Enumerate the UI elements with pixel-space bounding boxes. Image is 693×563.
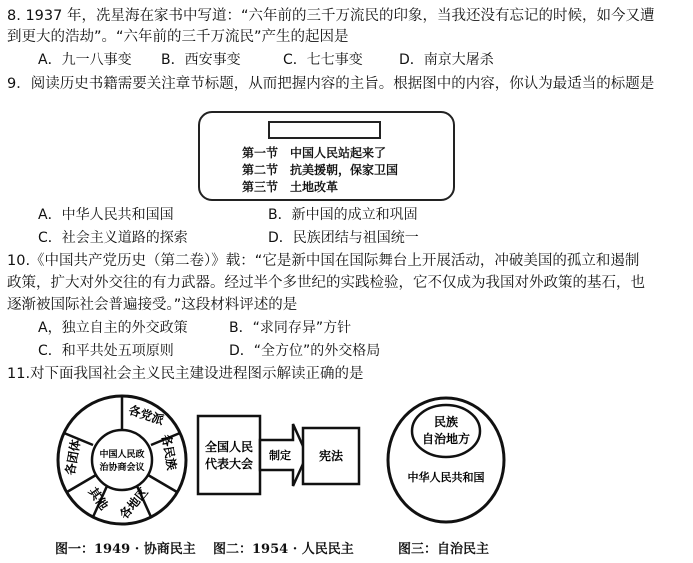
q10-stem-line1: 10.《中国共产党历史（第二卷）》载：“它是新中国在国际舞台上开展活动，冲破美国的孤立和遏制 — [7, 253, 640, 269]
q9-section-2: 第二节 抗美援朝，保家卫国 — [242, 163, 399, 177]
fig1-segment-ethnic: 各民族 — [158, 433, 179, 472]
q9-stem-line1: 9．阅读历史书籍需要关注章节标题，从而把握内容的主旨。根据图中的内容，你认为最适当的标题是 — [7, 76, 655, 92]
q10-stem-line3: 逐渐被国际社会普遍接受。”这段材料评述的是 — [7, 297, 298, 313]
fig3-inner-line1: 民族 — [433, 415, 459, 429]
fig2-npc-constitution-diagram — [195, 406, 365, 506]
fig1-segment-groups: 各团体 — [63, 438, 84, 477]
fig2-npc-line2: 代表大会 — [204, 457, 254, 471]
q9-section-1: 第一节 中国人民站起来了 — [242, 146, 387, 160]
q9-option-c[interactable]: C．社会主义道路的探索 — [38, 230, 188, 246]
q9-section-3: 第三节 土地改革 — [242, 180, 339, 194]
q8-option-c[interactable]: C．七七事变 — [283, 52, 363, 68]
q8-stem-line1: 8. 1937 年，冼星海在家书中写道：“六年前的三千万流民的印象，当我还没有忘记的时候，如今又遭 — [7, 8, 655, 24]
fig1-cppcc-diagram — [55, 393, 189, 527]
q10-option-d[interactable]: D．“全方位”的外交格局 — [229, 343, 381, 359]
fig3-caption: 图三：自治民主 — [398, 542, 490, 557]
q8-option-a[interactable]: A．九一八事变 — [38, 52, 132, 68]
fig1-center-line1: 中国人民政 — [99, 450, 145, 460]
q10-option-c[interactable]: C．和平共处五项原则 — [38, 343, 174, 359]
fig1-center-line2: 治协商会议 — [99, 463, 145, 473]
q10-stem-line2: 政策，扩大对外交往的有力武器。经过半个多世纪的实践检验，它不仅成为我国对外政策的基石，也 — [7, 275, 645, 291]
q9-option-d[interactable]: D．民族团结与祖国统一 — [268, 230, 419, 246]
q8-stem-line2: 到更大的浩劫”。“六年前的三千万流民”产生的起因是 — [7, 29, 349, 45]
q9-option-a[interactable]: A．中华人民共和国国 — [38, 207, 174, 223]
q9-title-blank — [268, 121, 381, 139]
q11-stem-line1: 11.对下面我国社会主义民主建设进程图示解读正确的是 — [7, 366, 364, 382]
q8-option-b[interactable]: B．西安事变 — [161, 52, 241, 68]
q9-option-b[interactable]: B．新中国的成立和巩固 — [268, 207, 418, 223]
q10-option-b[interactable]: B．“求同存异”方针 — [229, 320, 352, 336]
fig1-segment-parties: 各党派 — [126, 402, 166, 428]
fig2-caption: 图二：1954 · 人民民主 — [213, 542, 354, 557]
fig2-arrow-label: 制定 — [269, 449, 291, 462]
q8-option-d[interactable]: D．南京大屠杀 — [399, 52, 494, 68]
fig1-segment-other: 其他 — [85, 484, 111, 513]
fig3-outer-label: 中华人民共和国 — [407, 471, 485, 484]
fig1-segment-regions: 各地区 — [116, 485, 151, 522]
fig2-npc-line1: 全国人民 — [204, 440, 254, 454]
q10-option-a[interactable]: A，独立自主的外交政策 — [38, 320, 188, 336]
fig2-constitution: 宪法 — [318, 449, 344, 463]
fig1-caption: 图一：1949 · 协商民主 — [55, 542, 196, 557]
fig3-inner-line2: 自治地方 — [421, 432, 471, 446]
fig3-autonomy-diagram — [384, 393, 508, 527]
q9-chapter-box — [198, 111, 455, 201]
